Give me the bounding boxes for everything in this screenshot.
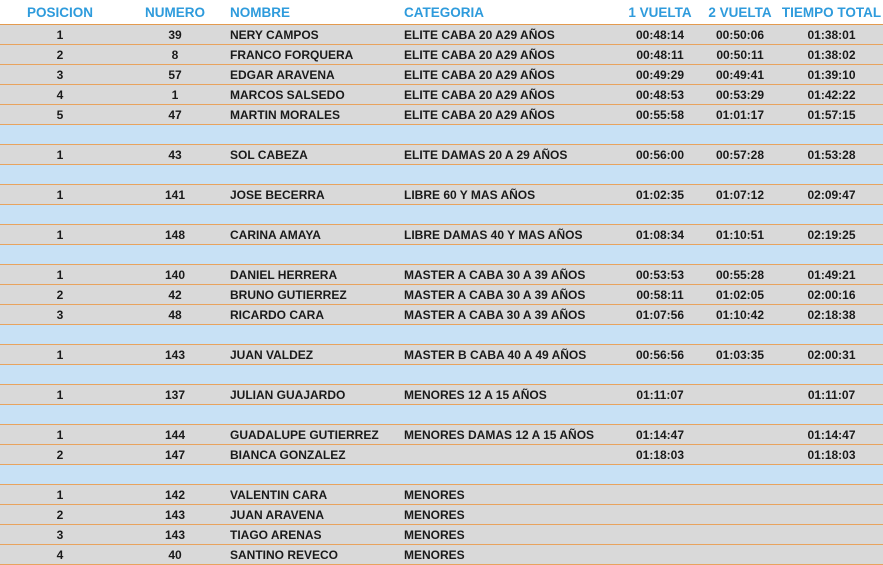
separator-row <box>0 245 883 265</box>
cell-tiempo-total: 01:18:03 <box>780 445 883 465</box>
separator-cell <box>0 245 883 265</box>
table-row <box>0 145 883 165</box>
cell-tiempo-total: 01:11:07 <box>780 385 883 405</box>
cell-categoria: MENORES <box>404 505 620 525</box>
cell-1-vuelta: 00:55:58 <box>620 105 700 125</box>
cell-posicion: 1 <box>0 25 120 45</box>
separator-row <box>0 205 883 225</box>
cell-nombre: DANIEL HERRERA <box>230 265 404 285</box>
header-categoria: CATEGORIA <box>404 0 620 25</box>
cell-categoria: ELITE CABA 20 A29 AÑOS <box>404 85 620 105</box>
cell-2-vuelta <box>700 485 780 505</box>
cell-tiempo-total: 02:09:47 <box>780 185 883 205</box>
cell-2-vuelta: 01:03:35 <box>700 345 780 365</box>
cell-numero: 143 <box>120 525 230 545</box>
table-row <box>0 525 883 545</box>
cell-tiempo-total: 01:38:01 <box>780 25 883 45</box>
table-row <box>0 25 883 45</box>
table-row <box>0 345 883 365</box>
cell-posicion: 1 <box>0 345 120 365</box>
cell-2-vuelta: 00:50:11 <box>700 45 780 65</box>
cell-nombre: MARTIN MORALES <box>230 105 404 125</box>
cell-numero: 57 <box>120 65 230 85</box>
cell-nombre: JUAN ARAVENA <box>230 505 404 525</box>
cell-posicion: 2 <box>0 445 120 465</box>
cell-1-vuelta: 00:48:53 <box>620 85 700 105</box>
cell-nombre: JUAN VALDEZ <box>230 345 404 365</box>
table-row <box>0 225 883 245</box>
cell-numero: 1 <box>120 85 230 105</box>
header-nombre: NOMBRE <box>230 0 404 25</box>
cell-tiempo-total <box>780 525 883 545</box>
cell-categoria: ELITE CABA 20 A29 AÑOS <box>404 25 620 45</box>
separator-cell <box>0 325 883 345</box>
separator-cell <box>0 205 883 225</box>
header-row <box>0 0 883 25</box>
cell-categoria: ELITE CABA 20 A29 AÑOS <box>404 65 620 85</box>
cell-nombre: GUADALUPE GUTIERREZ <box>230 425 404 445</box>
cell-categoria: ELITE CABA 20 A29 AÑOS <box>404 105 620 125</box>
header-numero: NUMERO <box>120 0 230 25</box>
cell-numero: 147 <box>120 445 230 465</box>
cell-2-vuelta: 01:10:42 <box>700 305 780 325</box>
cell-categoria: ELITE DAMAS 20 A 29 AÑOS <box>404 145 620 165</box>
cell-posicion: 4 <box>0 85 120 105</box>
cell-categoria: MASTER A CABA 30 A 39 AÑOS <box>404 265 620 285</box>
table-row <box>0 505 883 525</box>
separator-cell <box>0 465 883 485</box>
cell-posicion: 3 <box>0 525 120 545</box>
cell-tiempo-total <box>780 545 883 565</box>
cell-tiempo-total <box>780 505 883 525</box>
results-body <box>0 25 883 565</box>
cell-nombre: VALENTIN CARA <box>230 485 404 505</box>
cell-categoria: MASTER A CABA 30 A 39 AÑOS <box>404 285 620 305</box>
cell-1-vuelta: 01:07:56 <box>620 305 700 325</box>
header-1-vuelta: 1 VUELTA <box>620 0 700 25</box>
cell-1-vuelta: 00:58:11 <box>620 285 700 305</box>
cell-1-vuelta: 01:08:34 <box>620 225 700 245</box>
cell-nombre: FRANCO FORQUERA <box>230 45 404 65</box>
cell-numero: 137 <box>120 385 230 405</box>
cell-1-vuelta: 00:48:11 <box>620 45 700 65</box>
table-row <box>0 545 883 565</box>
cell-posicion: 1 <box>0 385 120 405</box>
cell-posicion: 2 <box>0 45 120 65</box>
cell-numero: 40 <box>120 545 230 565</box>
cell-1-vuelta: 00:49:29 <box>620 65 700 85</box>
cell-2-vuelta: 01:01:17 <box>700 105 780 125</box>
cell-nombre: RICARDO CARA <box>230 305 404 325</box>
cell-tiempo-total: 01:53:28 <box>780 145 883 165</box>
cell-nombre: BIANCA GONZALEZ <box>230 445 404 465</box>
cell-numero: 148 <box>120 225 230 245</box>
table-row <box>0 285 883 305</box>
separator-row <box>0 465 883 485</box>
table-row <box>0 305 883 325</box>
cell-tiempo-total: 01:14:47 <box>780 425 883 445</box>
cell-2-vuelta <box>700 505 780 525</box>
cell-1-vuelta <box>620 525 700 545</box>
cell-tiempo-total: 01:38:02 <box>780 45 883 65</box>
separator-row <box>0 365 883 385</box>
cell-numero: 143 <box>120 345 230 365</box>
separator-row <box>0 405 883 425</box>
cell-tiempo-total: 02:00:31 <box>780 345 883 365</box>
cell-tiempo-total: 01:49:21 <box>780 265 883 285</box>
header-2-vuelta: 2 VUELTA <box>700 0 780 25</box>
cell-numero: 8 <box>120 45 230 65</box>
cell-2-vuelta: 00:55:28 <box>700 265 780 285</box>
cell-nombre: EDGAR ARAVENA <box>230 65 404 85</box>
cell-numero: 47 <box>120 105 230 125</box>
cell-posicion: 4 <box>0 545 120 565</box>
cell-numero: 144 <box>120 425 230 445</box>
cell-nombre: JOSE BECERRA <box>230 185 404 205</box>
cell-categoria: MASTER B CABA 40 A 49 AÑOS <box>404 345 620 365</box>
separator-cell <box>0 165 883 185</box>
cell-1-vuelta: 00:48:14 <box>620 25 700 45</box>
cell-numero: 140 <box>120 265 230 285</box>
cell-categoria <box>404 445 620 465</box>
cell-1-vuelta <box>620 545 700 565</box>
cell-2-vuelta: 01:07:12 <box>700 185 780 205</box>
cell-2-vuelta: 00:57:28 <box>700 145 780 165</box>
table-row <box>0 65 883 85</box>
cell-2-vuelta <box>700 545 780 565</box>
cell-2-vuelta: 00:49:41 <box>700 65 780 85</box>
header-tiempo-total: TIEMPO TOTAL <box>780 0 883 25</box>
cell-categoria: MENORES <box>404 525 620 545</box>
cell-2-vuelta: 01:10:51 <box>700 225 780 245</box>
cell-categoria: MASTER A CABA 30 A 39 AÑOS <box>404 305 620 325</box>
cell-2-vuelta <box>700 445 780 465</box>
cell-2-vuelta <box>700 525 780 545</box>
cell-posicion: 3 <box>0 65 120 85</box>
cell-nombre: JULIAN GUAJARDO <box>230 385 404 405</box>
table-row <box>0 385 883 405</box>
cell-categoria: LIBRE DAMAS 40 Y MAS AÑOS <box>404 225 620 245</box>
cell-nombre: CARINA AMAYA <box>230 225 404 245</box>
cell-numero: 42 <box>120 285 230 305</box>
separator-cell <box>0 365 883 385</box>
cell-1-vuelta: 01:02:35 <box>620 185 700 205</box>
cell-categoria: MENORES 12 A 15 AÑOS <box>404 385 620 405</box>
table-row <box>0 85 883 105</box>
table-row <box>0 485 883 505</box>
cell-2-vuelta: 01:02:05 <box>700 285 780 305</box>
cell-posicion: 1 <box>0 425 120 445</box>
cell-1-vuelta: 00:56:56 <box>620 345 700 365</box>
cell-tiempo-total <box>780 485 883 505</box>
cell-1-vuelta <box>620 505 700 525</box>
cell-numero: 39 <box>120 25 230 45</box>
cell-2-vuelta <box>700 425 780 445</box>
cell-nombre: TIAGO ARENAS <box>230 525 404 545</box>
cell-categoria: MENORES <box>404 545 620 565</box>
cell-tiempo-total: 01:57:15 <box>780 105 883 125</box>
cell-posicion: 2 <box>0 285 120 305</box>
cell-1-vuelta: 00:56:00 <box>620 145 700 165</box>
cell-nombre: NERY CAMPOS <box>230 25 404 45</box>
cell-numero: 142 <box>120 485 230 505</box>
cell-tiempo-total: 02:00:16 <box>780 285 883 305</box>
separator-cell <box>0 125 883 145</box>
cell-nombre: SOL CABEZA <box>230 145 404 165</box>
cell-2-vuelta <box>700 385 780 405</box>
table-row <box>0 105 883 125</box>
separator-row <box>0 165 883 185</box>
header-posicion: POSICION <box>0 0 120 25</box>
cell-numero: 43 <box>120 145 230 165</box>
cell-tiempo-total: 01:39:10 <box>780 65 883 85</box>
cell-1-vuelta: 01:14:47 <box>620 425 700 445</box>
cell-tiempo-total: 01:42:22 <box>780 85 883 105</box>
cell-categoria: LIBRE 60 Y MAS AÑOS <box>404 185 620 205</box>
cell-categoria: MENORES DAMAS 12 A 15 AÑOS <box>404 425 620 445</box>
table-row <box>0 265 883 285</box>
cell-posicion: 2 <box>0 505 120 525</box>
cell-posicion: 1 <box>0 485 120 505</box>
cell-posicion: 1 <box>0 185 120 205</box>
cell-posicion: 5 <box>0 105 120 125</box>
separator-cell <box>0 405 883 425</box>
separator-row <box>0 325 883 345</box>
cell-numero: 143 <box>120 505 230 525</box>
table-row <box>0 425 883 445</box>
cell-tiempo-total: 02:19:25 <box>780 225 883 245</box>
separator-row <box>0 125 883 145</box>
cell-posicion: 1 <box>0 265 120 285</box>
cell-2-vuelta: 00:53:29 <box>700 85 780 105</box>
cell-nombre: SANTINO REVECO <box>230 545 404 565</box>
table-row <box>0 185 883 205</box>
table-row <box>0 445 883 465</box>
cell-numero: 48 <box>120 305 230 325</box>
cell-categoria: ELITE CABA 20 A29 AÑOS <box>404 45 620 65</box>
cell-posicion: 1 <box>0 145 120 165</box>
cell-2-vuelta: 00:50:06 <box>700 25 780 45</box>
cell-1-vuelta: 01:18:03 <box>620 445 700 465</box>
cell-posicion: 3 <box>0 305 120 325</box>
cell-1-vuelta: 00:53:53 <box>620 265 700 285</box>
cell-1-vuelta <box>620 485 700 505</box>
cell-posicion: 1 <box>0 225 120 245</box>
cell-categoria: MENORES <box>404 485 620 505</box>
cell-tiempo-total: 02:18:38 <box>780 305 883 325</box>
cell-nombre: BRUNO GUTIERREZ <box>230 285 404 305</box>
cell-numero: 141 <box>120 185 230 205</box>
cell-1-vuelta: 01:11:07 <box>620 385 700 405</box>
cell-nombre: MARCOS SALSEDO <box>230 85 404 105</box>
table-row <box>0 45 883 65</box>
